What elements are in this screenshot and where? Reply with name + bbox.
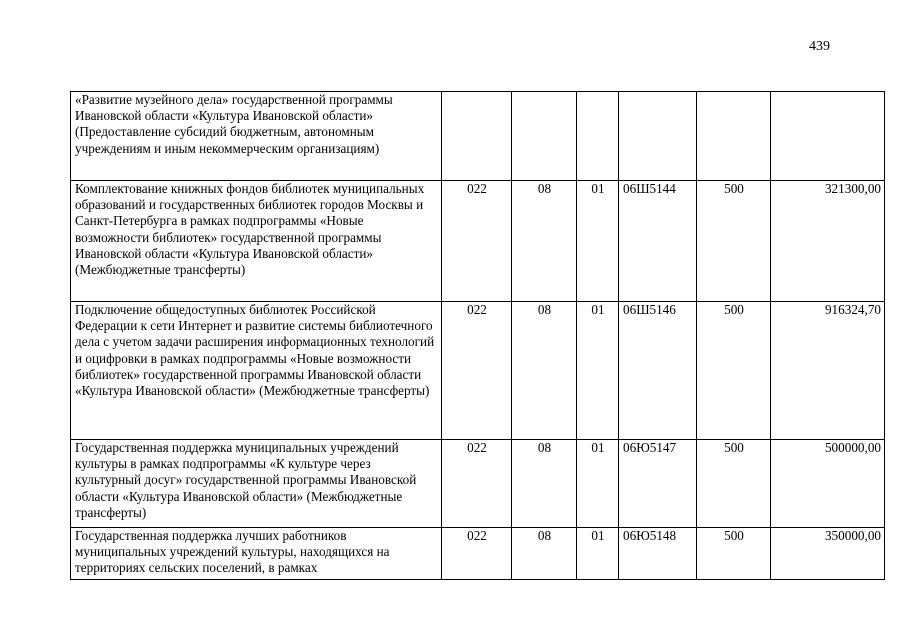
row-name: Комплектование книжных фондов библиотек муниципальных образований и государственных библиотек городов Москвы и Санкт-Петербурга в рамках подпрограммы «Новые возможности библиотек» государственной программы Ивановской области «Культура Ивановской области» (Межбюджетные трансферты) <box>75 181 425 278</box>
expense-type-cell: 500 <box>697 181 771 302</box>
expense-type-cell: 500 <box>697 302 771 440</box>
subsection-code-cell: 01 <box>577 528 619 580</box>
row-name-cell <box>71 92 442 181</box>
page-number: 439 <box>809 39 830 54</box>
table-row <box>71 92 885 181</box>
section-code-cell <box>512 92 577 181</box>
section-code-cell: 08 <box>512 440 577 528</box>
ministry-code-cell: 022 <box>442 528 512 580</box>
section-code-cell: 08 <box>512 302 577 440</box>
amount-cell: 321300,00 <box>771 181 885 302</box>
amount-cell: 916324,70 <box>771 302 885 440</box>
expense-type-cell <box>697 92 771 181</box>
table-row <box>71 302 885 440</box>
target-article-cell: 06Ю5148 <box>619 528 697 580</box>
row-name-cell <box>71 302 442 440</box>
subsection-code-cell: 01 <box>577 181 619 302</box>
target-article-cell: 06Ш5146 <box>619 302 697 440</box>
expense-type-cell: 500 <box>697 528 771 580</box>
amount-cell: 500000,00 <box>771 440 885 528</box>
target-article-cell: 06Ш5144 <box>619 181 697 302</box>
expense-type-cell: 500 <box>697 440 771 528</box>
ministry-code-cell <box>442 92 512 181</box>
section-code-cell: 08 <box>512 528 577 580</box>
row-name-cell <box>71 528 442 580</box>
subsection-code-cell: 01 <box>577 302 619 440</box>
amount-cell: 350000,00 <box>771 528 885 580</box>
table-row <box>71 528 885 580</box>
row-name: Подключение общедоступных библиотек Российской Федерации к сети Интернет и развитие системы библиотечного дела с учетом задачи расширения информационных технологий и оцифровки в рамках подпрограммы «Новые возможности библиотек» государственной программы Ивановской области «Культура Ивановской области» (Межбюджетные трансферты) <box>75 302 435 399</box>
subsection-code-cell: 01 <box>577 440 619 528</box>
subsection-code-cell <box>577 92 619 181</box>
ministry-code-cell: 022 <box>442 181 512 302</box>
budget-table <box>70 91 885 580</box>
section-code-cell: 08 <box>512 181 577 302</box>
table-row <box>71 440 885 528</box>
ministry-code-cell: 022 <box>442 302 512 440</box>
ministry-code-cell: 022 <box>442 440 512 528</box>
row-name-cell <box>71 181 442 302</box>
target-article-cell: 06Ю5147 <box>619 440 697 528</box>
row-name: «Развитие музейного дела» государственной программы Ивановской области «Культура Ивановской области» (Предоставление субсидий бюджетным, автономным учреждениям и иным некоммерческим организациям) <box>75 92 393 156</box>
target-article-cell <box>619 92 697 181</box>
amount-cell <box>771 92 885 181</box>
row-name: Государственная поддержка муниципальных учреждений культуры в рамках подпрограммы «К культуре через культурный досуг» государственной программы Ивановской области «Культура Ивановской области» (Межбюджетные трансферты) <box>75 440 417 520</box>
row-name: Государственная поддержка лучших работников муниципальных учреждений культуры, находящихся на территориях сельских поселений, в рамках <box>75 528 390 576</box>
table-row <box>71 181 885 302</box>
row-name-cell <box>71 440 442 528</box>
